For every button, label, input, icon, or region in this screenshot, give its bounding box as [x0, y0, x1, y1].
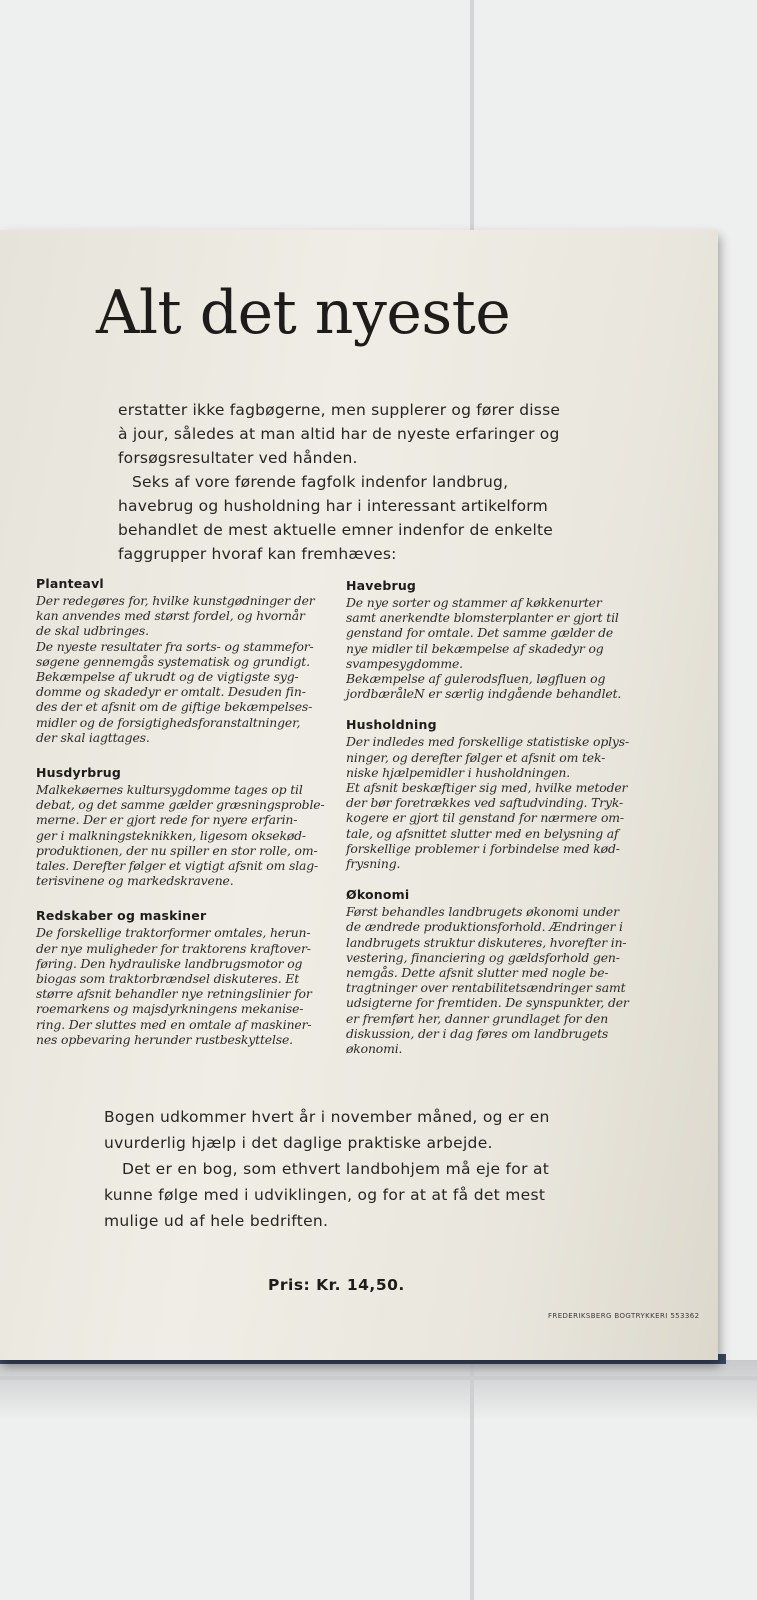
intro-paragraph-2: Seks af vore førende fagfolk indenfor landbrug, havebrug og husholdning har i interessant artikelform behandlet de mest aktuelle emner indenfor de enkelte faggrupper hvoraf kan fremhæves: [118, 473, 554, 563]
closing-paragraph-2: Det er en bog, som ethvert landbohjem må eje for at kunne følge med i udviklingen, og for at at få det mest mulige ud af hele bedriften. [104, 1160, 550, 1230]
section-husdyrbrug [36, 765, 336, 888]
section-husholdning [346, 717, 646, 871]
section-heading: Husdyrbrug [36, 765, 122, 781]
section-heading: Planteavl [36, 576, 104, 591]
left-column [36, 576, 336, 1063]
section-body: Der redegøres for, hvilke kunstgødninger der kan anvendes med størst fordel, og hvornår de skal udbringes. De nyeste resultater fra sorts- og stammefor- søgene gennemgås systematisk og grundigt. Bekæmpelse af ukrudt og de vigtigste syg- domme og skadedyr er omtalt. Desuden fin- des der et afsnit om de giftige bekæmpelses- midler og de forsigtighedsforanstaltninger, der skal iagttages. [36, 593, 315, 745]
closing-text [104, 1104, 584, 1234]
section-body: Først behandles landbrugets økonomi under de ændrede produktionsforhold. Ændringer i landbrugets struktur diskuteres, hvorefter in- vestering, financiering og gældsforhold gen- nemgås. Dette afsnit slutter med nogle be- tragtninger over rentabilitetsændringer samt udsigterne for fremtiden. De synspunkter, der er fremført her, danner grundlaget for den diskussion, der i dag føres om landbrugets økonomi. [346, 904, 629, 1057]
section-redskaber [36, 908, 336, 1047]
intro-text [118, 398, 568, 566]
cover-title: Alt det nyeste [96, 278, 511, 348]
section-body: De nye sorter og stammer af køkkenurter samt anerkendte blomsterplanter er gjort til genstand for omtale. Det samme gælder de nye midler til bekæmpelse af skadedyr og svampesygdomme. Bekæmpelse af gulerodsfluen, løgfluen og jordbæråleN er særlig indgående behandlet. [346, 595, 622, 702]
right-column [346, 578, 646, 1072]
section-body: Der indledes med forskellige statistiske oplys- ninger, og derefter følger et afsnit om tek- niske hjælpemidler i husholdningen. Et afsnit beskæftiger sig med, hvilke metoder der bør foretrækkes ved saftudvinding. Tryk- kogere er gjort til genstand for nærmere om- tale, og afsnittet slutter med en belysning af forskellige problemer i forbindelse med kød- frysning. [346, 734, 630, 872]
section-heading: Redskaber og maskiner [36, 908, 207, 924]
section-havebrug [346, 578, 646, 701]
price-label: Pris: Kr. 14,50. [268, 1276, 405, 1294]
intro-paragraph-1: erstatter ikke fagbøgerne, men supplerer og fører disse à jour, således at man altid har de nyeste erfaringer og forsøgsresultater ved hånden. [118, 401, 561, 467]
section-heading: Husholdning [346, 717, 437, 733]
closing-paragraph-1: Bogen udkommer hvert år i november måned, og er en uvurderlig hjælp i det daglige praktiske arbejde. [104, 1108, 550, 1152]
section-heading: Økonomi [346, 887, 410, 903]
section-planteavl [36, 576, 336, 745]
section-heading: Havebrug [346, 578, 417, 593]
book-shadow [0, 1360, 757, 1420]
printer-imprint: FREDERIKSBERG BOGTRYKKERI 553362 [548, 1312, 700, 1320]
section-body: Malkekøernes kultursygdomme tages op til debat, og det samme gælder græsningsproble- merne. Der er gjort rede for nyere erfarin- ger i malkningsteknikken, ligesom oksekød- produktionen, der nu spiller en stor rolle, om- tales. Derefter følger et vigtigt afsnit om slag- terisvinene og markedskravene. [36, 782, 325, 889]
section-okonomi [346, 887, 646, 1056]
section-body: De forskellige traktorformer omtales, herun- der nye muligheder for traktorens kraftover- føring. Den hydrauliske landbrugsmotor og biogas som traktorbrændsel diskuteres. Et større afsnit behandler nye retningslinier for roemarkens og majsdyrkningens mekanise- ring. Der sluttes med en omtale af maskiner- nes opbevaring herunder rustbeskyttelse. [36, 925, 312, 1047]
